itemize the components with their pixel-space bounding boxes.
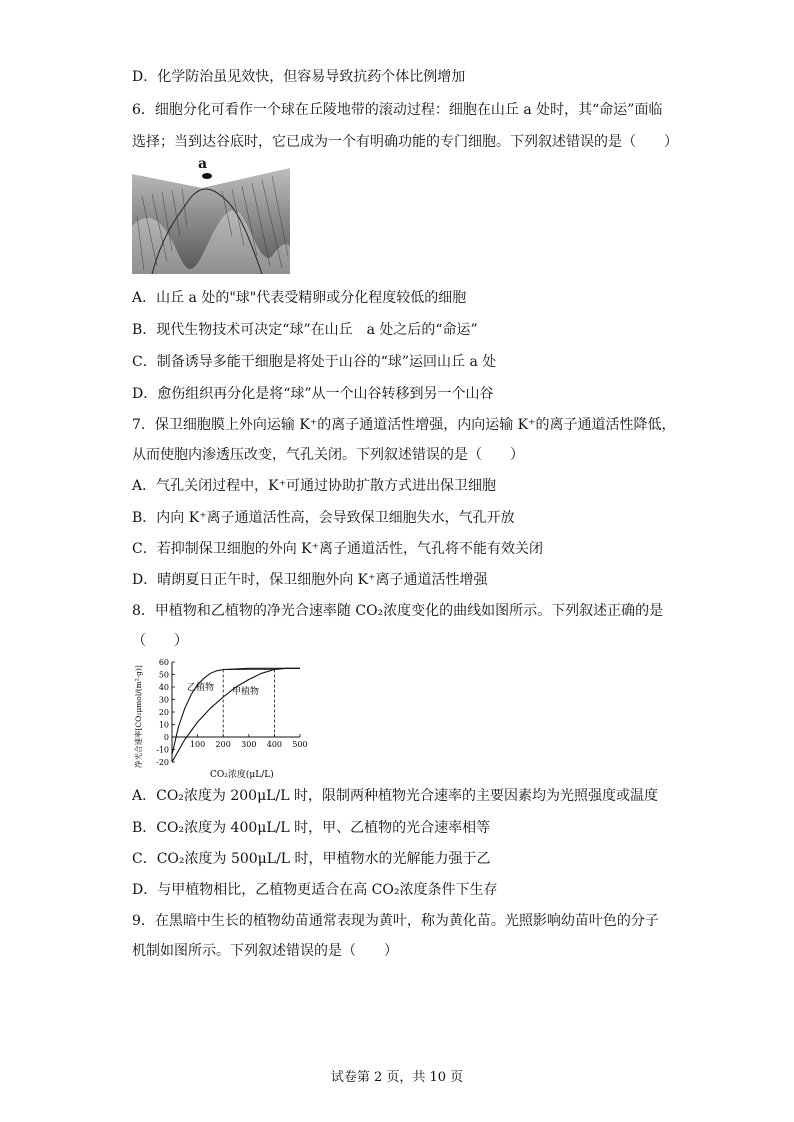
x-tick-label: 500: [292, 740, 308, 749]
y-tick-label: 30: [158, 695, 169, 705]
y-tick-label: 10: [158, 720, 169, 730]
option-8a: A．CO₂浓度为 200μL/L 时，限制两种植物光合速率的主要因素均为光照强度或温度: [132, 788, 658, 804]
option-8c: C．CO₂浓度为 500μL/L 时，甲植物水的光解能力强于乙: [132, 851, 491, 867]
text-line: D．化学防治虽见效快，但容易导致抗药个体比例增加: [132, 69, 466, 85]
series-label-2: 甲植物: [232, 687, 260, 697]
x-tick-label: 200: [215, 740, 231, 749]
question-6-line-1: 6．细胞分化可看作一个球在丘陵地带的滚动过程：细胞在山丘 a 处时，其“命运”面临: [132, 102, 663, 118]
question-7-line-2: 从而使胞内渗透压改变，气孔关闭。下列叙述错误的是（ ）: [132, 447, 524, 463]
y-tick-label: -10: [156, 745, 169, 755]
option-7b: B．内向 K⁺离子通道活性高，会导致保卫细胞失水，气孔开放: [132, 510, 515, 526]
option-7c: C．若抑制保卫细胞的外向 K⁺离子通道活性，气孔将不能有效关闭: [132, 541, 544, 557]
question-8-line-1: 8．甲植物和乙植物的净光合速率随 CO₂浓度变化的曲线如图所示。下列叙述正确的是: [132, 603, 664, 619]
y-tick-label: 20: [158, 708, 169, 717]
option-7d: D．晴朗夏日正午时，保卫细胞外向 K⁺离子通道活性增强: [132, 572, 488, 588]
option-6c: C．制备诱导多能干细胞是将处于山谷的“球”运回山丘 a 处: [132, 354, 497, 370]
hill-label: a: [198, 156, 208, 172]
x-tick-label: 400: [266, 740, 283, 749]
photosynthesis-chart: [132, 650, 312, 780]
option-7a: A．气孔关闭过程中，K⁺可通过协助扩散方式进出保卫细胞: [132, 478, 496, 494]
y-tick-label: 50: [158, 670, 169, 680]
question-8-line-2: （ ）: [132, 633, 188, 649]
x-tick-label: 300: [241, 740, 257, 749]
question-9-line-2: 机制如图所示。下列叙述错误的是（ ）: [132, 943, 398, 959]
option-6d: D．愈伤组织再分化是将“球”从一个山谷转移到另一个山谷: [132, 386, 494, 402]
y-tick-label: -20: [156, 758, 169, 767]
ball-shape: [202, 173, 212, 179]
question-7-line-1: 7．保卫细胞膜上外向运输 K⁺的离子通道活性增强，内向运输 K⁺的离子通道活性降低，: [132, 417, 676, 433]
series-label-1: 乙植物: [187, 683, 215, 693]
x-tick-label: 100: [189, 740, 206, 749]
option-8d: D．与甲植物相比，乙植物更适合在高 CO₂浓度条件下生存: [132, 882, 498, 898]
option-6a: A．山丘 a 处的"球"代表受精卵或分化程度较低的细胞: [132, 290, 467, 306]
page-footer: 试卷第 2 页，共 10 页: [330, 1070, 464, 1085]
chart-x-label: CO₂浓度(μL/L): [210, 770, 274, 780]
y-tick-label: 40: [158, 683, 169, 692]
option-8b: B．CO₂浓度为 400μL/L 时，甲、乙植物的光合速率相等: [132, 820, 491, 836]
chart-y-label: 净光合速率[CO₂μmol/(m²·g)]: [134, 665, 143, 768]
hill-landscape-figure: [132, 156, 290, 274]
question-6-line-2: 选择；当到达谷底时，它已成为一个有明确功能的专门细胞。下列叙述错误的是（ ）: [132, 134, 678, 150]
y-tick-label: 0: [163, 733, 169, 742]
y-tick-label: 60: [158, 658, 169, 667]
option-6b: B．现代生物技术可决定“球”在山丘 a 处之后的“命运”: [132, 322, 478, 338]
question-9-line-1: 9．在黑暗中生长的植物幼苗通常表现为黄叶，称为黄化苗。光照影响幼苗叶色的分子: [132, 913, 659, 929]
